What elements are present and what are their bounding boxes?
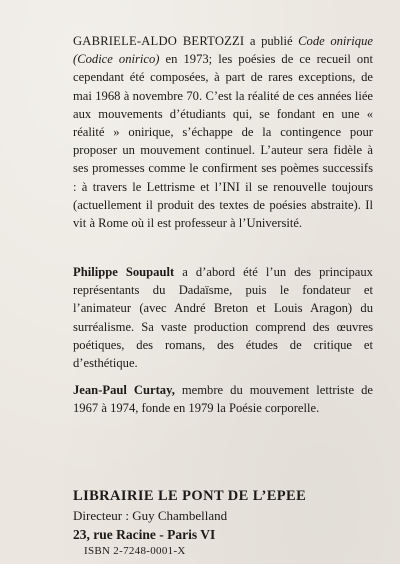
curtay-biography — [73, 381, 373, 417]
soupault-name: Philippe Soupault — [73, 265, 175, 279]
bertozzi-text-intro: a publié — [244, 34, 299, 48]
publisher-address: 23, rue Racine - Paris VI — [73, 527, 216, 542]
book-title-code-onirique: Code onirique (Codice onirico) — [73, 34, 373, 67]
curtay-name: Jean-Paul Curtay, — [73, 383, 175, 397]
soupault-biography — [73, 263, 373, 372]
curtay-text: membre du mouvement lettriste de 1967 à 1974, fonde en 1979 la Poésie corporelle. — [73, 383, 373, 416]
isbn-number: ISBN 2-7248-0001-X — [84, 545, 186, 557]
publisher-name: LIBRAIRIE LE PONT DE L’EPEE — [73, 488, 307, 504]
bertozzi-name: GABRIELE-ALDO BERTOZZI — [73, 34, 245, 48]
soupault-text: a d’abord été l’un des principaux représentants du Dadaïsme, puis le fondateur et l’animateur (avec André Breton et Louis Aragon) du surréalisme. Sa vaste production comprend des œuvres poétiques, des romans, des études de critique et d’esthétique. — [73, 265, 373, 371]
bertozzi-biography — [73, 32, 373, 232]
publisher-director: Directeur : Guy Chambelland — [73, 508, 228, 523]
bertozzi-text-body: en 1973; les poésies de ce recueil ont cependant été composées, à part de rares exceptions, de mai 1968 à novembre 70. C’est la réalité de ces années liée aux mouvements d’étudiants qui, se fondant en une « réalité » onirique, s’échappe de la contingence pour proposer un mouvement continuel. L’auteur sera fidèle à ses promesses comme le confirment ses poèmes successifs : à travers le Lettrisme et l’INI il se renouvelle toujours (actuellement il produit des textes de poésies abstraite). Il vit à Rome où il est professeur à l’Université. — [73, 52, 373, 231]
